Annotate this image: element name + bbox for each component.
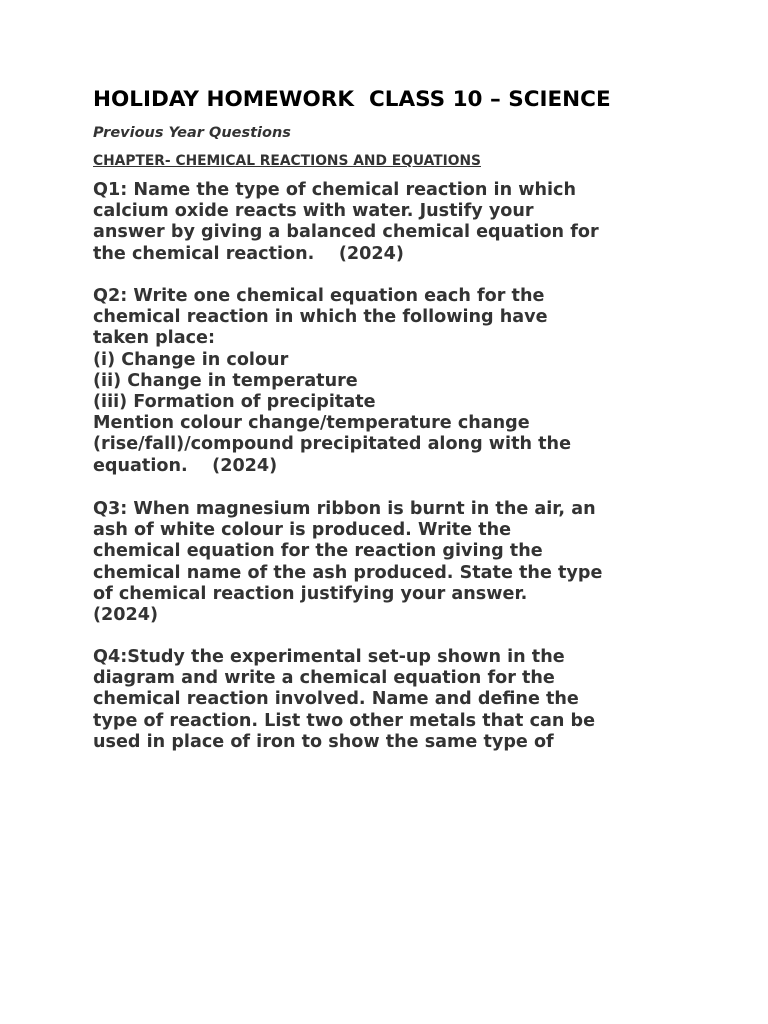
- question-line: chemical name of the ash produced. State the type: [93, 562, 603, 583]
- question-3: [93, 499, 693, 626]
- question-line: (rise/fall)/compound precipitated along with the: [93, 434, 572, 455]
- question-line: answer by giving a balanced chemical equation for: [93, 222, 599, 243]
- question-line: chemical reaction in which the following have: [93, 307, 548, 328]
- question-line: of chemical reaction justifying your answer.: [93, 583, 528, 604]
- question-line: Q4:Study the experimental set-up shown in the: [93, 647, 565, 667]
- question-line: Mention colour change/temperature change: [93, 413, 530, 434]
- question-line: Q3: When magnesium ribbon is burnt in the air, an: [93, 499, 596, 519]
- question-line: taken place:: [93, 328, 215, 349]
- question-line: equation. (2024): [93, 455, 278, 476]
- chapter-heading: CHAPTER- CHEMICAL REACTIONS AND EQUATIONS: [93, 153, 481, 169]
- document-subtitle: Previous Year Questions: [93, 125, 291, 141]
- question-line: (2024): [93, 605, 159, 626]
- question-4: [93, 647, 693, 753]
- question-line: the chemical reaction. (2024): [93, 243, 404, 264]
- question-line: calcium oxide reacts with water. Justify your: [93, 201, 534, 222]
- question-line: used in place of iron to show the same type of: [93, 731, 554, 752]
- question-line: chemical equation for the reaction giving the: [93, 541, 543, 562]
- question-line: ash of white colour is produced. Write the: [93, 520, 512, 541]
- question-line: Q2: Write one chemical equation each for the: [93, 286, 545, 306]
- question-2: [93, 286, 693, 477]
- document-title: HOLIDAY HOMEWORK CLASS 10 – SCIENCE: [93, 87, 611, 112]
- question-line: (iii) Formation of precipitate: [93, 392, 376, 413]
- question-line: (ii) Change in temperature: [93, 370, 358, 391]
- question-line: type of reaction. List two other metals that can be: [93, 710, 596, 731]
- question-1: [93, 180, 693, 265]
- question-line: diagram and write a chemical equation for the: [93, 668, 555, 689]
- question-line: (i) Change in colour: [93, 349, 289, 370]
- question-line: Q1: Name the type of chemical reaction in which: [93, 180, 576, 200]
- question-line: chemical reaction involved. Name and define the: [93, 689, 579, 710]
